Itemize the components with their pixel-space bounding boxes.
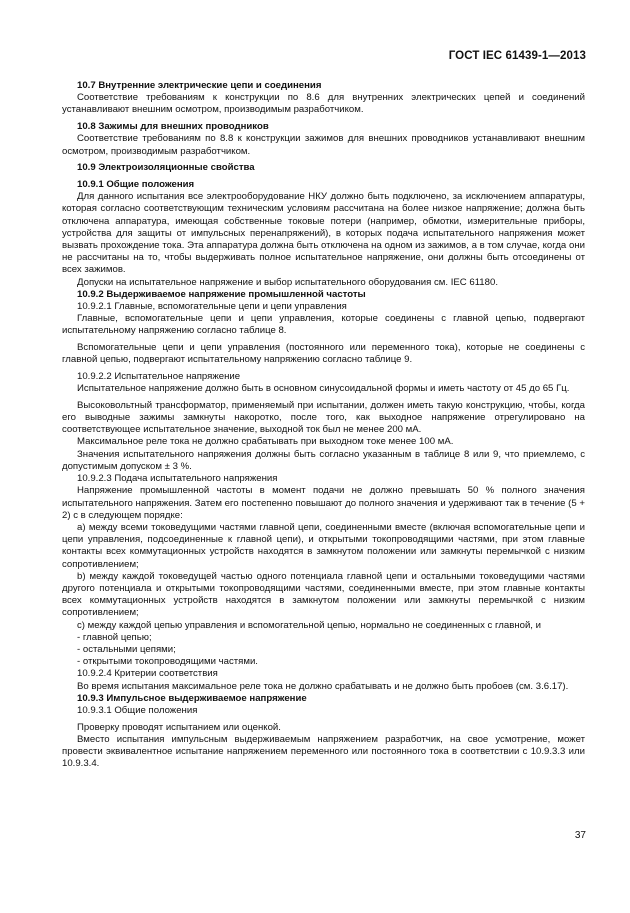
paragraph-10-9-3-1-a: Проверку проводят испытанием или оценкой. (77, 721, 281, 733)
list-dash-item-other-circuits: - остальными цепями; (77, 643, 176, 655)
paragraph-10-9-2-4: Во время испытания максимальное реле тока не должно срабатывать и не должно быть пробоев (см. 3.6.17). (77, 680, 569, 692)
paragraph-10-9-2-3-a: Напряжение промышленной частоты в момент подачи не должно превышать 50 % полного значения испытательного напряжения. Затем его постепенно повышают до полного значения и удерживают так в течение (5 + 2) с в следующем порядке: (62, 485, 585, 521)
paragraph-10-7: Соответствие требованиям к конструкции по 8.6 для внутренних электрических цепей и соединений устанавливают внешним осмотром, производимым разработчиком. (62, 92, 585, 116)
document-body (62, 80, 585, 770)
subsection-title-10-9-2-4: 10.9.2.4 Критерии соответствия (77, 668, 218, 680)
standard-designation: ГОСТ IEC 61439-1—2013 (448, 50, 586, 62)
list-item-c: c) между каждой цепью управления и вспомогательной цепью, нормально не соединенных с главной, и (77, 619, 541, 631)
page-number: 37 (574, 830, 586, 841)
paragraph-10-9-2-2-c: Максимальное реле тока не должно срабатывать при выходном токе менее 100 мА. (77, 436, 454, 448)
section-heading-10-9: 10.9 Электроизоляционные свойства (77, 162, 255, 174)
list-dash-item-main-circuit: - главной цепью; (77, 631, 152, 643)
section-heading-10-9-3: 10.9.3 Импульсное выдерживаемое напряжение (77, 692, 307, 704)
paragraph-10-9-2-1-a: Главные, вспомогательные цепи и цепи управления, которые соединены с главной цепью, подвергают испытательному напряжению согласно таблице 8. (62, 313, 585, 337)
section-heading-10-9-2: 10.9.2 Выдерживаемое напряжение промышленной частоты (77, 288, 366, 300)
paragraph-10-9-2-1-b: Вспомогательные цепи и цепи управления (постоянного или переменного тока), которые не соединены с главной цепью, подвергают испытательному напряжению согласно таблице 9. (62, 342, 585, 366)
paragraph-10-9-3-1-b: Вместо испытания импульсным выдерживаемым напряжением разработчик, на свое усмотрение, может провести эквивалентное испытание напряжением переменного или постоянного тока в соответствии с 10.9.3.3 или 10.9.3.4. (62, 733, 585, 770)
paragraph-10-9-2-2-d: Значения испытательного напряжения должны быть согласно указанным в таблице 8 или 9, что приемлемо, с допустимым допуском ± 3 %. (62, 448, 585, 472)
subsection-title-10-9-2-3: 10.9.2.3 Подача испытательного напряжения (77, 473, 278, 485)
list-item-b: b) между каждой токоведущей частью одного потенциала главной цепи и остальными токоведущими частями другого потенциала и открытыми токопроводящими частями, соединенными вместе, при этом главные контакты всех коммутационных устройств находятся в замкнутом положении или замкнуты перемычкой с низким сопротивлением; (62, 570, 585, 619)
section-heading-10-8: 10.8 Зажимы для внешних проводников (77, 121, 269, 133)
subsection-title-10-9-3-1: 10.9.3.1 Общие положения (77, 704, 198, 716)
paragraph-10-9-1-a: Для данного испытания все электрооборудование НКУ должно быть подключено, за исключением аппаратуры, которая согласно соответствующим техническим условиям рассчитана на более низкое напряжение; должна быть отключена аппаратура, имеющая собственные токовые потери (например, обмотки, измерительные приборы, устройства для защиты от импульсных перенапряжений), в которых подача испытательного напряжения может вызвать прохождение тока. Эта аппаратура должна быть отключена на одном из зажимов, а в том случае, когда они не рассчитаны на то, чтобы выдерживать полное испытательное напряжение, они должны быть отсоединены от всех зажимов. (62, 191, 585, 276)
paragraph-10-8: Соответствие требованиям по 8.8 к конструкции зажимов для внешних проводников устанавливают внешним осмотром, производимым разработчиком. (62, 133, 585, 157)
paragraph-10-9-1-b: Допуски на испытательное напряжение и выбор испытательного оборудования см. IEC 61180. (77, 276, 498, 288)
list-item-a: a) между всеми токоведущими частями главной цепи, соединенными вместе (включая вспомогательные цепи и цепи управления, подсоединенные к главной цепи), и открытыми токопроводящими частями, при этом главные контакты всех коммутационных устройств находятся в замкнутом положении или замкнуты перемычкой с низким сопротивлением; (62, 521, 585, 570)
list-dash-item-exposed-parts: - открытыми токопроводящими частями. (77, 656, 258, 668)
paragraph-10-9-2-2-a: Испытательное напряжение должно быть в основном синусоидальной формы и иметь частоту от 45 до 65 Гц. (77, 383, 570, 395)
subsection-title-10-9-2-1: 10.9.2.1 Главные, вспомогательные цепи и цепи управления (77, 300, 347, 312)
section-heading-10-9-1: 10.9.1 Общие положения (77, 178, 195, 190)
subsection-title-10-9-2-2: 10.9.2.2 Испытательное напряжение (77, 370, 241, 382)
paragraph-10-9-2-2-b: Высоковольтный трансформатор, применяемый при испытании, должен иметь такую конструкцию, чтобы, когда его выводные зажимы замкнуты накоротко, после того, как выходное напряжение отрегулировано на соответствующее испытательное значение, выходной ток был не менее 200 мА. (62, 399, 585, 436)
section-heading-10-7: 10.7 Внутренние электрические цепи и соединения (77, 80, 322, 91)
